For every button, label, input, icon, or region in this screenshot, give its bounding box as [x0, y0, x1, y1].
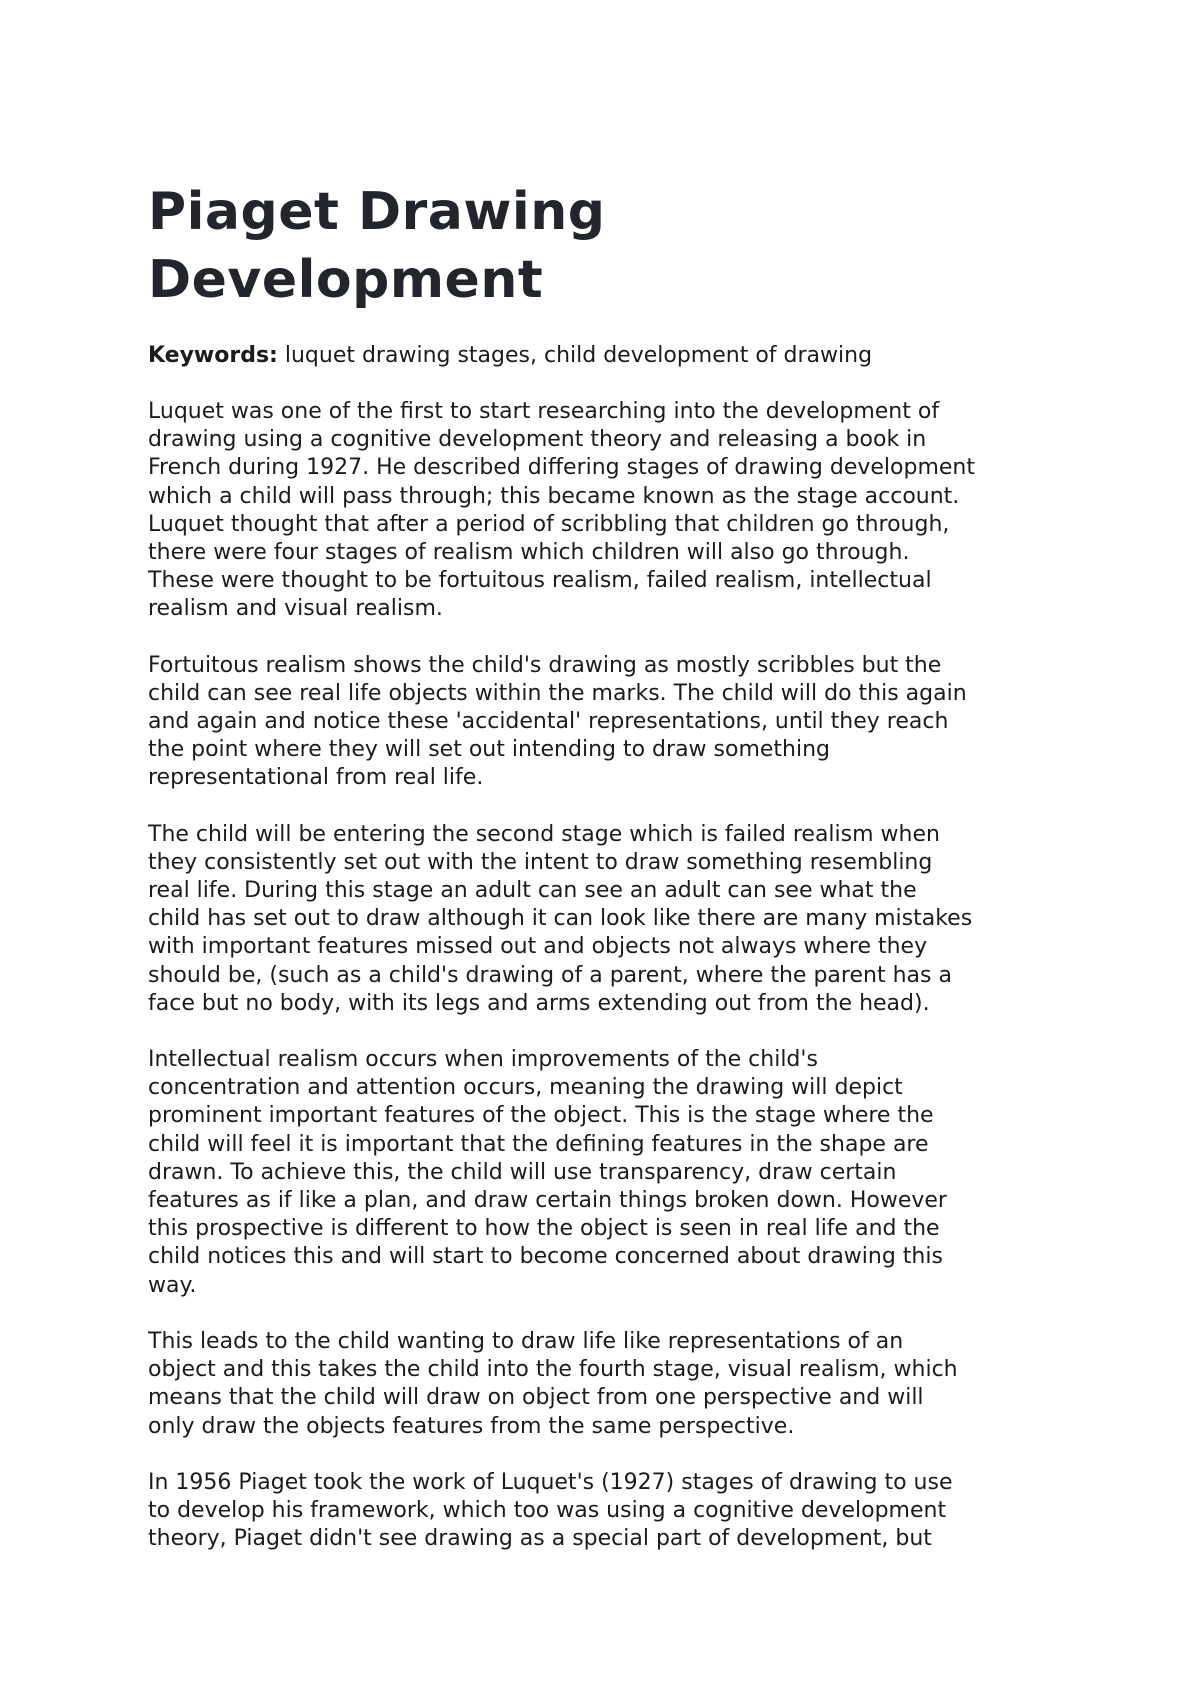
document-page	[148, 178, 1078, 1553]
paragraph-failed-realism: The child will be entering the second stage which is failed realism when they consistently set out with the intent to draw something resembling real life. During this stage an adult can see an adult can see what the child has set out to draw although it can look like there are many mistakes with important features missed out and objects not always where they should be, (such as a child's drawing of a parent, where the parent has a face but no body, with its legs and arms extending out from the head).	[148, 821, 973, 1016]
keywords-line	[148, 342, 1078, 370]
keywords-label: Keywords:	[148, 343, 278, 368]
paragraph-luquet-intro: Luquet was one of the first to start researching into the development of drawing using a cognitive development theory and releasing a book in French during 1927. He described differing stages of drawing development which a child will pass through; this became known as the stage account. Luquet thought that after a period of scribbling that children go through, there were four stages of realism which children will also go through. These were thought to be fortuitous realism, failed realism, intellectual realism and visual realism.	[148, 399, 975, 622]
paragraph-intellectual-realism: Intellectual realism occurs when improvements of the child's concentration and attention occurs, meaning the drawing will depict prominent important features of the object. This is the stage where the child will feel it is important that the defining features in the shape are drawn. To achieve this, the child will use transparency, draw certain features as if like a plan, and draw certain things broken down. However this prospective is different to how the object is seen in real life and the child notices this and will start to become concerned about drawing this way.	[148, 1047, 947, 1298]
paragraph-piaget-1956: In 1956 Piaget took the work of Luquet's (1927) stages of drawing to use to develop his framework, which too was using a cognitive development theory, Piaget didn't see drawing as a special part of development, but	[148, 1469, 953, 1552]
keywords-text: luquet drawing stages, child development of drawing	[277, 343, 873, 368]
paragraph-fortuitous-realism: Fortuitous realism shows the child's drawing as mostly scribbles but the child can see real life objects within the marks. The child will do this again and again and notice these 'accidental' representations, until they reach the point where they will set out intending to draw something representational from real life.	[148, 652, 967, 791]
paragraph-visual-realism: This leads to the child wanting to draw life like representations of an object and this takes the child into the fourth stage, visual realism, which means that the child will draw on object from one perspective and will only draw the objects features from the same perspective.	[148, 1328, 958, 1439]
document-title	[148, 178, 1078, 314]
title-line-1: Piaget Drawing	[148, 182, 606, 242]
title-line-2: Development	[148, 250, 544, 310]
